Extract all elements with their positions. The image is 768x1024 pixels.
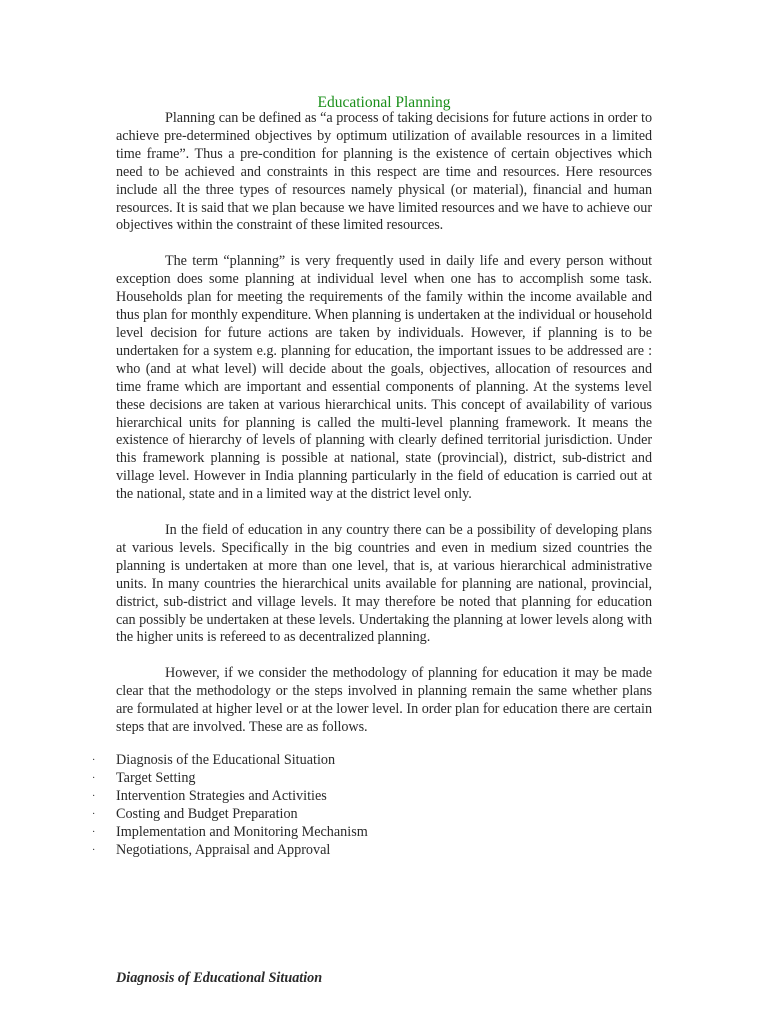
bullet-icon: ·	[92, 790, 96, 802]
bullet-icon: ·	[92, 772, 96, 784]
list-item	[92, 769, 652, 788]
paragraph-definition: Planning can be defined as “a process of taking decisions for future actions in order to achieve pre-determined objectives by optimum utilization of available resources in a limited time frame”. Thus a pre-condition for planning is the existence of certain objectives which need to be achieved and constraints in this respect are time and resources. Here resources include all the three types of resources namely physical (or material), financial and human resources. It is said that we plan because we have limited resources and we have to achieve our objectives within the constraint of these limited resources.	[116, 110, 652, 234]
paragraph-methodology: However, if we consider the methodology of planning for education it may be made clear that the methodology or the steps involved in planning remain the same whether plans are formulated at higher level or at the lower level. In order plan for education there are certain steps that are involved. These are as follows.	[116, 665, 652, 736]
list-item	[92, 823, 652, 842]
document-title: Educational Planning	[317, 94, 451, 111]
document-page	[92, 92, 652, 858]
bullet-icon: ·	[92, 808, 96, 820]
list-item	[92, 841, 652, 860]
bullet-icon: ·	[92, 844, 96, 856]
list-item-text: Negotiations, Appraisal and Approval	[116, 841, 331, 858]
section-subheading: Diagnosis of Educational Situation	[116, 970, 323, 986]
list-item-text: Target Setting	[116, 769, 196, 786]
list-item-text: Intervention Strategies and Activities	[116, 787, 327, 804]
paragraph-planning-term: The term “planning” is very frequently used in daily life and every person without exception does some planning at individual level when one has to accomplish some task. Households plan for meeting the requirements of the family within the income available and thus plan for monthly expenditure. When planning is undertaken at the individual or household level decision for future actions are taken by individuals. However, if planning is to be undertaken for a system e.g. planning for education, the important issues to be addressed are : who (and at what level) will decide about the goals, objectives, allocation of resources and time frame which are important and essential components of planning. At the systems level these decisions are taken at various hierarchical units. This concept of availability of various hierarchical units for planning is called the multi-level planning framework. It means the existence of hierarchy of levels of planning with clearly defined territorial jurisdiction. Under this framework planning is possible at national, state (provincial), district, sub-district and village level. However in India planning particularly in the field of education is carried out at the national, state and in a limited way at the district level only.	[116, 253, 652, 503]
list-item-text: Implementation and Monitoring Mechanism	[116, 823, 368, 840]
bullet-icon: ·	[92, 755, 96, 766]
list-item	[92, 752, 652, 770]
list-item	[92, 805, 652, 824]
paragraph-gap	[116, 647, 652, 665]
bullet-icon: ·	[92, 826, 96, 838]
list-item-text: Costing and Budget Preparation	[116, 805, 298, 822]
planning-steps-list	[92, 752, 652, 859]
paragraph-gap	[116, 504, 652, 522]
list-item	[92, 787, 652, 806]
list-item-text: Diagnosis of the Educational Situation	[116, 752, 336, 768]
paragraph-gap	[116, 235, 652, 253]
paragraph-levels: In the field of education in any country there can be a possibility of developing plans at various levels. Specifically in the big countries and even in medium sized countries the planning is undertaken at more than one level, that is, at various hierarchical administrative units. In many countries the hierarchical units available for planning are national, provincial, district, sub-district and village levels. It may therefore be noted that planning for education can possibly be undertaken at these levels. Undertaking the planning at lower levels along with the higher units is refereed to as decentralized planning.	[116, 522, 652, 646]
